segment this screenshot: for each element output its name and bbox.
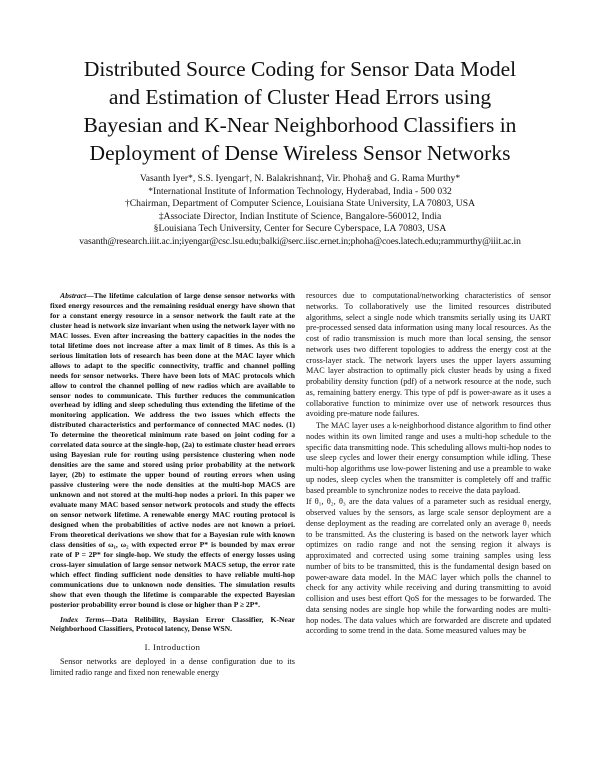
affiliation: *International Institute of Information Technology, Hyderabad, India - 500 032 <box>148 185 452 197</box>
affiliation: §Louisiana Tech University, Center for Secure Cyberspace, LA 70803, USA <box>153 223 447 235</box>
right-column <box>306 291 551 637</box>
affiliation: ‡Associate Director, Indian Institute of Science, Bangalore-560012, India <box>158 210 442 222</box>
title-line: and Estimation of Cluster Head Errors using <box>108 85 492 109</box>
index-terms-text: —Data Relibility, Baysian Error Classifier, K-Near Neighborhood Classifiers, Protocol latency, Dense WSN. <box>50 614 296 634</box>
title-line: Distributed Source Coding for Sensor Data Model <box>83 57 517 81</box>
author-emails: vasanth@research.iiit.ac.in;iyengar@csc.lsu.edu;balki@serc.iisc.ernet.in;phoha@coes.latech.edu;rammurthy@iiit.ac.in <box>79 235 521 247</box>
left-column <box>50 291 295 679</box>
body-paragraph: The MAC layer uses a k-neighborhood distance algorithm to find other nodes within its own limited range and uses a multi-hop schedule to the specific data transmitting node. This scheduling allows multi-hop nodes to use sleep cycles and lower their energy consumption while idling. These multi-hop algorithms use low-power listening and use a preamble to wake up nodes, sleep cycles when the transmitter is completely off and traffic based preamble to synchronize nodes to receive the data payload. <box>306 421 551 495</box>
section-heading: I. Introduction <box>144 642 201 653</box>
title-line: Deployment of Dense Wireless Sensor Networks <box>89 141 511 165</box>
affiliation: †Chairman, Department of Computer Science, Louisiana State University, LA 70803, USA <box>124 198 475 210</box>
title-line: Bayesian and K-Near Neighborhood Classifiers in <box>83 113 517 137</box>
index-terms <box>50 615 295 635</box>
abstract <box>50 291 295 610</box>
body-paragraph: resources due to computational/networking characteristics of sensor networks. To collaboratively use the limited resources distributed algorithms, select a single node which transmits serially using its UART pre-processed sensed data information using many local resources. As the cost of radio transmission is much more than local sensing, the sensor network uses two different topologies to address the energy cost at the cross-layer stack. The network layers uses the upper layers assuming MAC layer abstraction to optimally pick cluster heads by using a fixed probability density function (pdf) of a network resource at the node, such as, remaining battery energy. This type of pdf is power-aware as it uses a collaborative function to minimize over use of network resources thus avoiding pre-mature node failures. <box>306 291 551 419</box>
intro-paragraph: Sensor networks are deployed in a dense configuration due to its limited radio range and fixed non renewable energy <box>50 657 295 677</box>
body-paragraph: If θ₁, θ₂, θ₃ are the data values of a parameter such as residual energy, observed values by the sensors, as large scale sensor deployment are a dense deployment as the reading are correlated only an average θ₁ needs to be transmitted. As the clustering is based on the network layer which optimizes on radio range and not the sensing region it always is approximated and corrected using some training samples using less number of bits to be transmitted, this is the fundamental design based on power-aware data model. In the MAC layer which polls the channel to check for any activity while receiving and during transmitting to avoid collision and uses best effort QoS for the messages to be forwarded. The data sensing nodes are single hop while the forwarding nodes are multi-hop nodes. The data values which are forwarded are discrete and updated according to some trend in the data. Some measured values may be <box>306 497 551 636</box>
author-block <box>20 173 580 249</box>
paper-title <box>30 55 570 167</box>
abstract-text: —The lifetime calculation of large dense sensor networks with fixed energy resources and the remaining residual energy have shown that for a constant energy resource in a sensor network the fault rate at the cluster head is network size invariant when using the network layer with no MAC losses. Even after increasing the battery capacities in the nodes the total lifetime does not increase after a max limit of 8 times. As this is a serious limitation lots of research has been done at the MAC layer which allows to adapt to the specific connectivity, traffic and channel polling needs for sensor networks. There have been lots of MAC protocols which allow to control the channel polling of new radios which are available to sensor nodes to communicate. This further reduces the communication overhead by idling and sleep scheduling thus extending the lifetime of the monitoring application. We address the two issues which effects the distributed characteristics and performance of connected MAC nodes. (1) To determine the theoretical minimum rate based on joint coding for a correlated data source at the single-hop, (2a) to estimate cluster head errors using Bayesian rule for routing using persistence clustering when node densities are the same and stored using prior probability at the network layer, (2b) to estimate the upper bound of routing errors when using passive clustering were the node densities at the multi-hop MACS are unknown and not stored at the multi-hop nodes a priori. In this paper we evaluate many MAC based sensor network protocols and study the effects on sensor network lifetime. A renewable energy MAC routing protocol is designed when the probabilities of active nodes are not known a priori. From theoretical derivations we show that for a Bayesian rule with known class densities of ω₁, ω₂ with expected error P* is bounded by max error rate of P = 2P* for single-hop. We study the effects of energy losses using cross-layer simulation of large sensor network MACS setup, the error rate which effect finding sufficient node densities to have reliable multi-hop communications due to unknown node densities. The simulation results show that even though the lifetime is comparable the expected Bayesian posterior probability error bound is close or higher than P ≥ 2P*. <box>50 291 295 609</box>
abstract-label: Abstract <box>60 291 87 300</box>
author-names: Vasanth Iyer*, S.S. Iyengar†, N. Balakrishnan‡, Vir. Phoha§ and G. Rama Murthy* <box>139 173 461 184</box>
index-terms-label: Index Terms <box>60 614 105 624</box>
